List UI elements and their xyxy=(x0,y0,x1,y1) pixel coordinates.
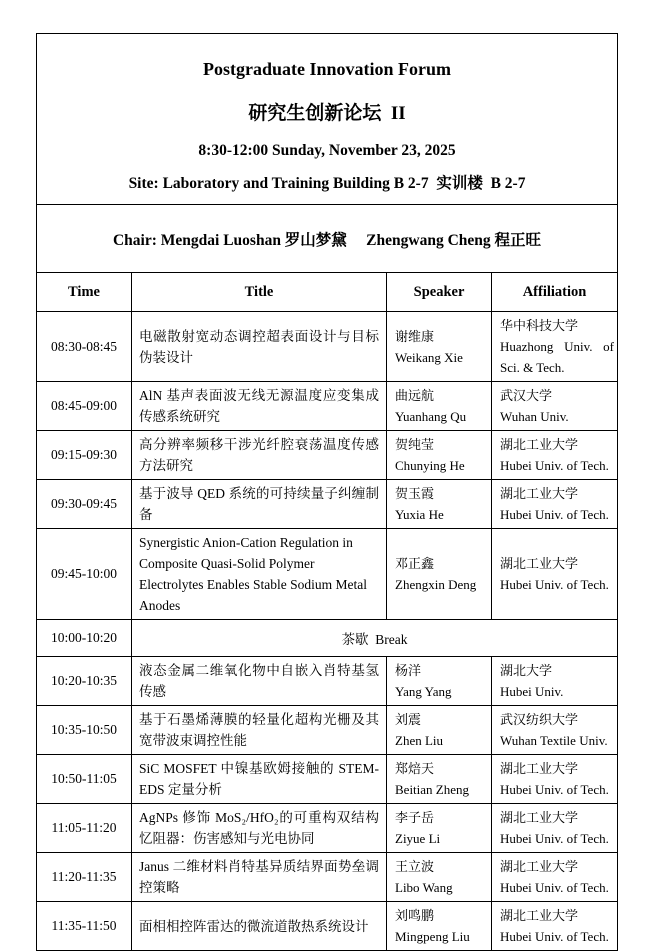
affiliation-cell xyxy=(492,706,618,755)
speaker-name-en: Yuxia He xyxy=(395,507,444,522)
affiliation-en: Hubei Univ. of Tech. xyxy=(500,831,609,846)
time-cell: 10:35-10:50 xyxy=(37,706,132,755)
speaker-cell xyxy=(387,529,492,620)
time-cell: 09:15-09:30 xyxy=(37,431,132,480)
break-cell: 茶歇 Break xyxy=(132,620,618,657)
speaker-name-cn: 邓正鑫 xyxy=(395,556,435,571)
speaker-name-cn: 郑焙天 xyxy=(395,761,435,776)
speaker-name-cn: 贺玉霞 xyxy=(395,486,435,501)
table-row xyxy=(37,382,618,431)
affiliation-cell xyxy=(492,804,618,853)
speaker-cell xyxy=(387,902,492,951)
speaker-name-cn: 李子岳 xyxy=(395,810,435,825)
title-cell: SiC MOSFET 中镍基欧姆接触的 STEM-EDS 定量分析 xyxy=(132,755,387,804)
time-cell: 08:30-08:45 xyxy=(37,312,132,382)
table-row xyxy=(37,529,618,620)
col-header-title: Title xyxy=(132,273,387,312)
speaker-name-en: Chunying He xyxy=(395,458,465,473)
speaker-cell xyxy=(387,804,492,853)
page-site: Site: Laboratory and Training Building B 2-7 实训楼 B 2-7 xyxy=(128,174,526,192)
affiliation-en: Hubei Univ. xyxy=(500,684,564,699)
title-cell: AlN 基声表面波无线无源温度应变集成传感系统研究 xyxy=(132,382,387,431)
speaker-name-en: Weikang Xie xyxy=(395,349,463,365)
time-cell: 10:50-11:05 xyxy=(37,755,132,804)
speaker-cell xyxy=(387,755,492,804)
affiliation-en: Hubei Univ. of Tech. xyxy=(500,929,609,944)
column-header-row xyxy=(37,273,618,312)
speaker-name-cn: 刘鸣鹏 xyxy=(395,908,435,923)
affiliation-cn: 湖北工业大学 xyxy=(500,556,579,571)
table-row xyxy=(37,755,618,804)
speaker-name-en: Zhengxin Deng xyxy=(395,577,477,592)
time-cell: 10:20-10:35 xyxy=(37,657,132,706)
time-cell: 10:00-10:20 xyxy=(37,620,132,657)
speaker-name-en: Yang Yang xyxy=(395,684,452,699)
speaker-name-en: Mingpeng Liu xyxy=(395,929,470,944)
time-cell: 11:20-11:35 xyxy=(37,853,132,902)
affiliation-cn: 湖北工业大学 xyxy=(500,859,579,874)
speaker-cell xyxy=(387,480,492,529)
affiliation-en: Hubei Univ. of Tech. xyxy=(500,782,609,797)
title-cell: AgNPs 修饰 MoS₂/HfO₂的可重构双结构忆阻器：伤害感知与光电协同 xyxy=(132,804,387,853)
affiliation-cell xyxy=(492,902,618,951)
affiliation-cn: 湖北工业大学 xyxy=(500,810,579,825)
speaker-cell xyxy=(387,853,492,902)
table-row xyxy=(37,312,618,382)
table-row xyxy=(37,853,618,902)
affiliation-cell xyxy=(492,529,618,620)
title-cell: 基于波导 QED 系统的可持续量子纠缠制备 xyxy=(132,480,387,529)
header-block xyxy=(37,34,618,205)
table-row xyxy=(37,804,618,853)
page-title-cn: 研究生创新论坛 II xyxy=(248,102,406,124)
speaker-name-cn: 曲远航 xyxy=(395,388,435,403)
speaker-name-cn: 贺纯莹 xyxy=(395,437,435,452)
speaker-cell xyxy=(387,657,492,706)
affiliation-cn: 华中科技大学 xyxy=(500,318,579,333)
chair-line: Chair: Mengdai Luoshan 罗山梦黛 Zhengwang Cheng 程正旺 xyxy=(37,205,618,273)
time-cell: 09:30-09:45 xyxy=(37,480,132,529)
title-cell: 面相相控阵雷达的微流道散热系统设计 xyxy=(132,902,387,951)
affiliation-cn: 湖北工业大学 xyxy=(500,437,579,452)
title-cell: Synergistic Anion-Cation Regulation in Composite Quasi-Solid Polymer Electrolytes Enables Stable Sodium Metal Anodes xyxy=(132,529,387,620)
affiliation-cn: 湖北大学 xyxy=(500,663,553,678)
affiliation-cell xyxy=(492,853,618,902)
table-row xyxy=(37,431,618,480)
col-header-affiliation: Affiliation xyxy=(492,273,618,312)
affiliation-cell xyxy=(492,431,618,480)
page-datetime: 8:30-12:00 Sunday, November 23, 2025 xyxy=(198,141,456,159)
affiliation-cn: 湖北工业大学 xyxy=(500,486,579,501)
affiliation-cell xyxy=(492,480,618,529)
affiliation-cn: 湖北工业大学 xyxy=(500,761,579,776)
speaker-name-en: Ziyue Li xyxy=(395,831,441,846)
speaker-name-en: Zhen Liu xyxy=(395,733,444,748)
affiliation-en: Wuhan Univ. xyxy=(500,409,569,424)
speaker-name-en: Libo Wang xyxy=(395,880,453,895)
col-header-time: Time xyxy=(37,273,132,312)
speaker-name-cn: 刘震 xyxy=(395,712,422,727)
affiliation-cell xyxy=(492,312,618,382)
affiliation-en: Hubei Univ. of Tech. xyxy=(500,458,609,473)
speaker-cell xyxy=(387,431,492,480)
speaker-cell xyxy=(387,706,492,755)
affiliation-cell xyxy=(492,382,618,431)
speaker-name-cn: 杨洋 xyxy=(395,663,422,678)
title-cell: 高分辨率频移干涉光纤腔衰荡温度传感方法研究 xyxy=(132,431,387,480)
affiliation-en: Huazhong Univ. of Sci. & Tech. xyxy=(500,339,615,375)
table-row xyxy=(37,480,618,529)
affiliation-cell xyxy=(492,755,618,804)
time-cell: 11:05-11:20 xyxy=(37,804,132,853)
table-row xyxy=(37,902,618,951)
title-cell: Janus 二维材料肖特基异质结界面势垒调控策略 xyxy=(132,853,387,902)
col-header-speaker: Speaker xyxy=(387,273,492,312)
title-cell: 液态金属二维氧化物中自嵌入肖特基氢传感 xyxy=(132,657,387,706)
affiliation-en: Hubei Univ. of Tech. xyxy=(500,577,609,592)
speaker-name-cn: 王立波 xyxy=(395,859,435,874)
speaker-name-cn: 谢维康 xyxy=(395,328,435,344)
time-cell: 09:45-10:00 xyxy=(37,529,132,620)
time-cell: 08:45-09:00 xyxy=(37,382,132,431)
chair-row xyxy=(37,205,618,273)
table-row xyxy=(37,706,618,755)
header-block-row xyxy=(37,34,618,205)
speaker-name-en: Beitian Zheng xyxy=(395,782,470,797)
affiliation-cell xyxy=(492,657,618,706)
affiliation-cn: 武汉大学 xyxy=(500,388,553,403)
affiliation-en: Hubei Univ. of Tech. xyxy=(500,880,609,895)
affiliation-en: Hubei Univ. of Tech. xyxy=(500,507,609,522)
table-row xyxy=(37,657,618,706)
title-cell: 基于石墨烯薄膜的轻量化超构光栅及其宽带波束调控性能 xyxy=(132,706,387,755)
forum-program-table xyxy=(36,33,618,951)
title-cell: 电磁散射宽动态调控超表面设计与目标伪装设计 xyxy=(132,312,387,382)
speaker-cell xyxy=(387,312,492,382)
speaker-cell xyxy=(387,382,492,431)
affiliation-cn: 湖北工业大学 xyxy=(500,908,579,923)
time-cell: 11:35-11:50 xyxy=(37,902,132,951)
break-row xyxy=(37,620,618,657)
affiliation-en: Wuhan Textile Univ. xyxy=(500,733,608,748)
speaker-name-en: Yuanhang Qu xyxy=(395,409,467,424)
page-title-en: Postgraduate Innovation Forum xyxy=(203,58,452,79)
affiliation-cn: 武汉纺织大学 xyxy=(500,712,579,727)
